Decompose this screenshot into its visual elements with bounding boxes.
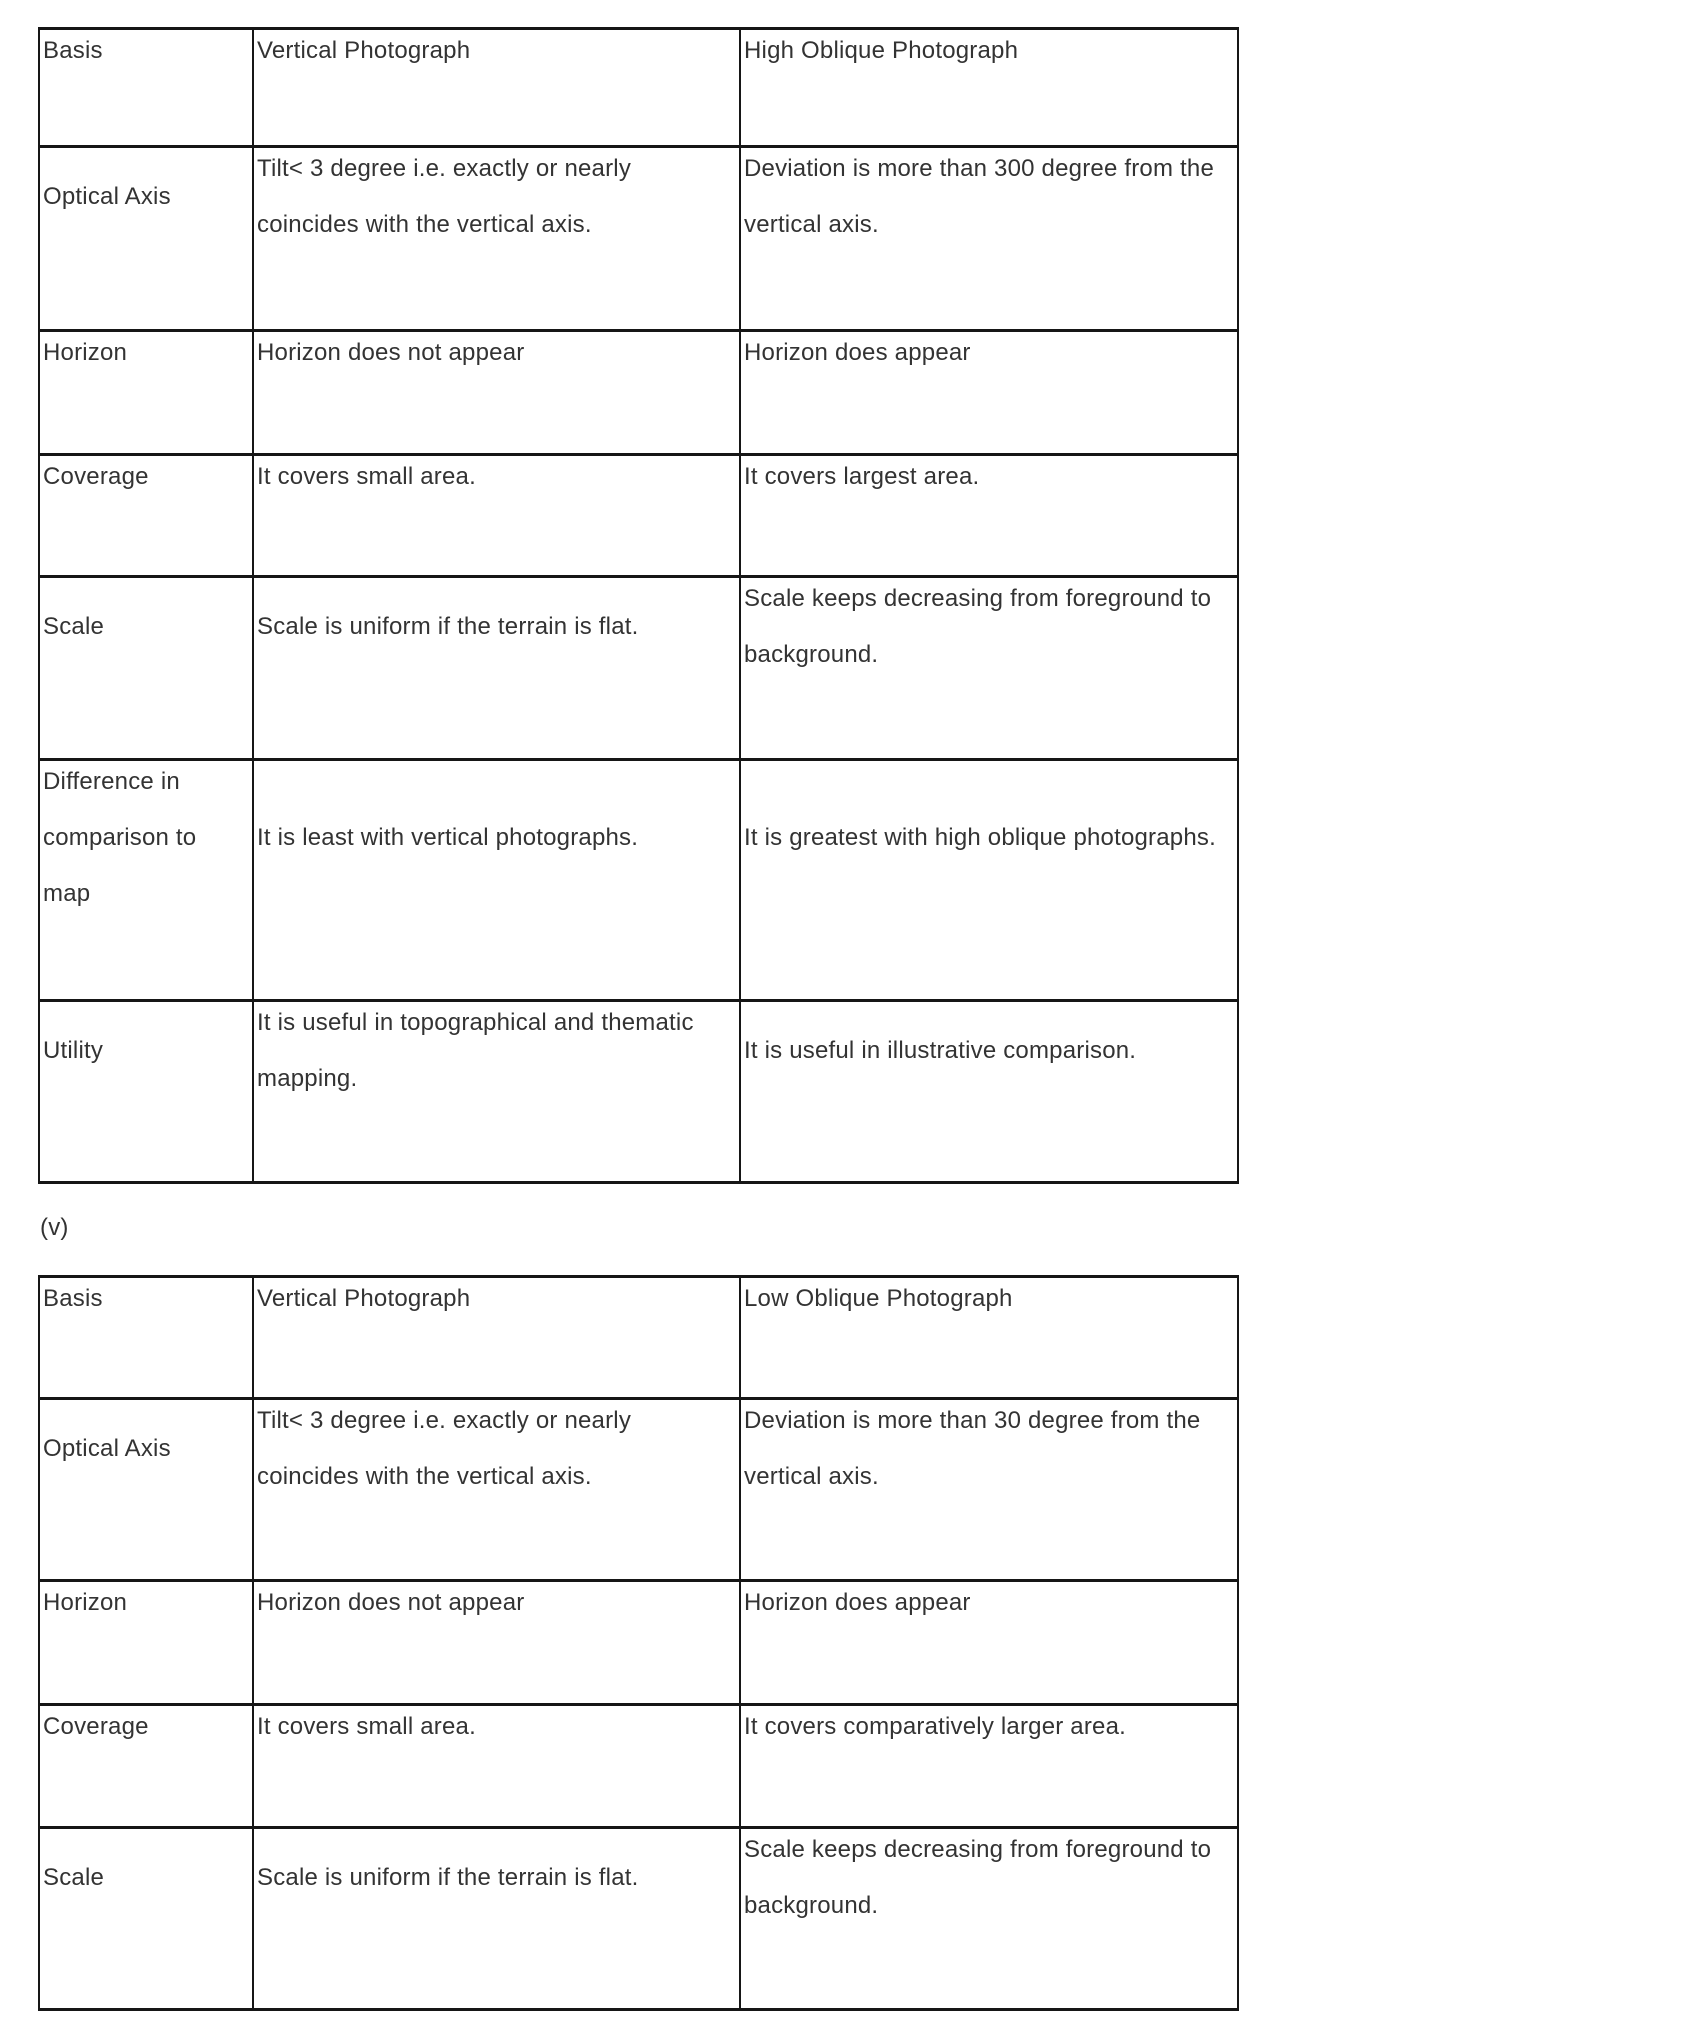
cell-vertical-value — [253, 1399, 740, 1581]
cell-oblique-value — [740, 331, 1238, 455]
cell-vertical-value — [253, 455, 740, 577]
cell-text: Difference in comparison to map — [43, 768, 197, 907]
cell-oblique-value — [740, 1399, 1238, 1581]
cell-basis-label — [39, 1001, 253, 1183]
cell-basis-label — [39, 577, 253, 760]
cell-text: Tilt< 3 degree i.e. exactly or nearly coincides with the vertical axis. — [257, 1407, 632, 1490]
table-row — [39, 1399, 1238, 1581]
cell-oblique-value — [740, 1001, 1238, 1183]
cell-vertical-value — [253, 147, 740, 331]
comparison-table-high-oblique — [38, 27, 1239, 1184]
table-row — [39, 1001, 1238, 1183]
header-label: Vertical Photograph — [257, 1285, 471, 1312]
table-row — [39, 1581, 1238, 1705]
table-row — [39, 331, 1238, 455]
cell-text: Deviation is more than 300 degree from the vertical axis. — [744, 155, 1214, 238]
header-label: High Oblique Photograph — [744, 37, 1019, 64]
cell-basis-label — [39, 1828, 253, 2010]
header-cell-basis — [39, 1277, 253, 1399]
cell-text: Scale — [43, 1864, 105, 1891]
header-cell-vertical — [253, 29, 740, 147]
cell-text: Coverage — [43, 1713, 149, 1740]
table-row — [39, 1277, 1238, 1399]
table-row — [39, 1705, 1238, 1828]
cell-vertical-value — [253, 331, 740, 455]
cell-text: It is greatest with high oblique photographs. — [744, 824, 1216, 851]
cell-text: Utility — [43, 1037, 104, 1064]
header-cell-basis — [39, 29, 253, 147]
cell-basis-label — [39, 455, 253, 577]
table-row — [39, 147, 1238, 331]
header-cell-vertical — [253, 1277, 740, 1399]
cell-text: Scale — [43, 613, 105, 640]
header-label: Basis — [43, 1285, 103, 1312]
cell-text: Scale is uniform if the terrain is flat. — [257, 613, 639, 640]
cell-vertical-value — [253, 577, 740, 760]
cell-oblique-value — [740, 1828, 1238, 2010]
cell-basis-label — [39, 760, 253, 1001]
cell-text: Optical Axis — [43, 1435, 171, 1462]
cell-oblique-value — [740, 1581, 1238, 1705]
cell-basis-label — [39, 1705, 253, 1828]
cell-oblique-value — [740, 760, 1238, 1001]
table-row — [39, 577, 1238, 760]
cell-text: It covers comparatively larger area. — [744, 1713, 1127, 1740]
cell-text: Scale keeps decreasing from foreground to background. — [744, 1836, 1212, 1919]
cell-vertical-value — [253, 1705, 740, 1828]
cell-vertical-value — [253, 1001, 740, 1183]
cell-text: Optical Axis — [43, 183, 171, 210]
comparison-table-low-oblique — [38, 1275, 1239, 2011]
cell-oblique-value — [740, 147, 1238, 331]
table-row — [39, 455, 1238, 577]
cell-text: Horizon — [43, 1589, 128, 1616]
cell-text: Horizon does appear — [744, 339, 971, 366]
cell-text: Horizon — [43, 339, 128, 366]
cell-text: Horizon does not appear — [257, 1589, 525, 1616]
cell-vertical-value — [253, 1581, 740, 1705]
header-label: Vertical Photograph — [257, 37, 471, 64]
header-label: Low Oblique Photograph — [744, 1285, 1013, 1312]
cell-text: Horizon does appear — [744, 1589, 971, 1616]
header-cell-oblique — [740, 1277, 1238, 1399]
cell-text: It covers small area. — [257, 463, 476, 490]
header-cell-oblique — [740, 29, 1238, 147]
cell-oblique-value — [740, 455, 1238, 577]
header-label: Basis — [43, 37, 103, 64]
cell-text: Tilt< 3 degree i.e. exactly or nearly coincides with the vertical axis. — [257, 155, 632, 238]
cell-text: It is useful in topographical and thematic mapping. — [257, 1009, 694, 1092]
cell-basis-label — [39, 147, 253, 331]
cell-vertical-value — [253, 1828, 740, 2010]
cell-text: Coverage — [43, 463, 149, 490]
cell-text: It is least with vertical photographs. — [257, 824, 639, 851]
cell-oblique-value — [740, 577, 1238, 760]
cell-oblique-value — [740, 1705, 1238, 1828]
table-row — [39, 1828, 1238, 2010]
cell-basis-label — [39, 1399, 253, 1581]
cell-text: It is useful in illustrative comparison. — [744, 1037, 1137, 1064]
table-row — [39, 29, 1238, 147]
cell-text: It covers largest area. — [744, 463, 980, 490]
cell-text: Horizon does not appear — [257, 339, 525, 366]
section-marker: (v) — [40, 1214, 69, 1241]
cell-vertical-value — [253, 760, 740, 1001]
table-row — [39, 760, 1238, 1001]
cell-basis-label — [39, 331, 253, 455]
cell-text: It covers small area. — [257, 1713, 476, 1740]
cell-text: Deviation is more than 30 degree from the vertical axis. — [744, 1407, 1201, 1490]
cell-text: Scale keeps decreasing from foreground to background. — [744, 585, 1212, 668]
cell-text: Scale is uniform if the terrain is flat. — [257, 1864, 639, 1891]
cell-basis-label — [39, 1581, 253, 1705]
